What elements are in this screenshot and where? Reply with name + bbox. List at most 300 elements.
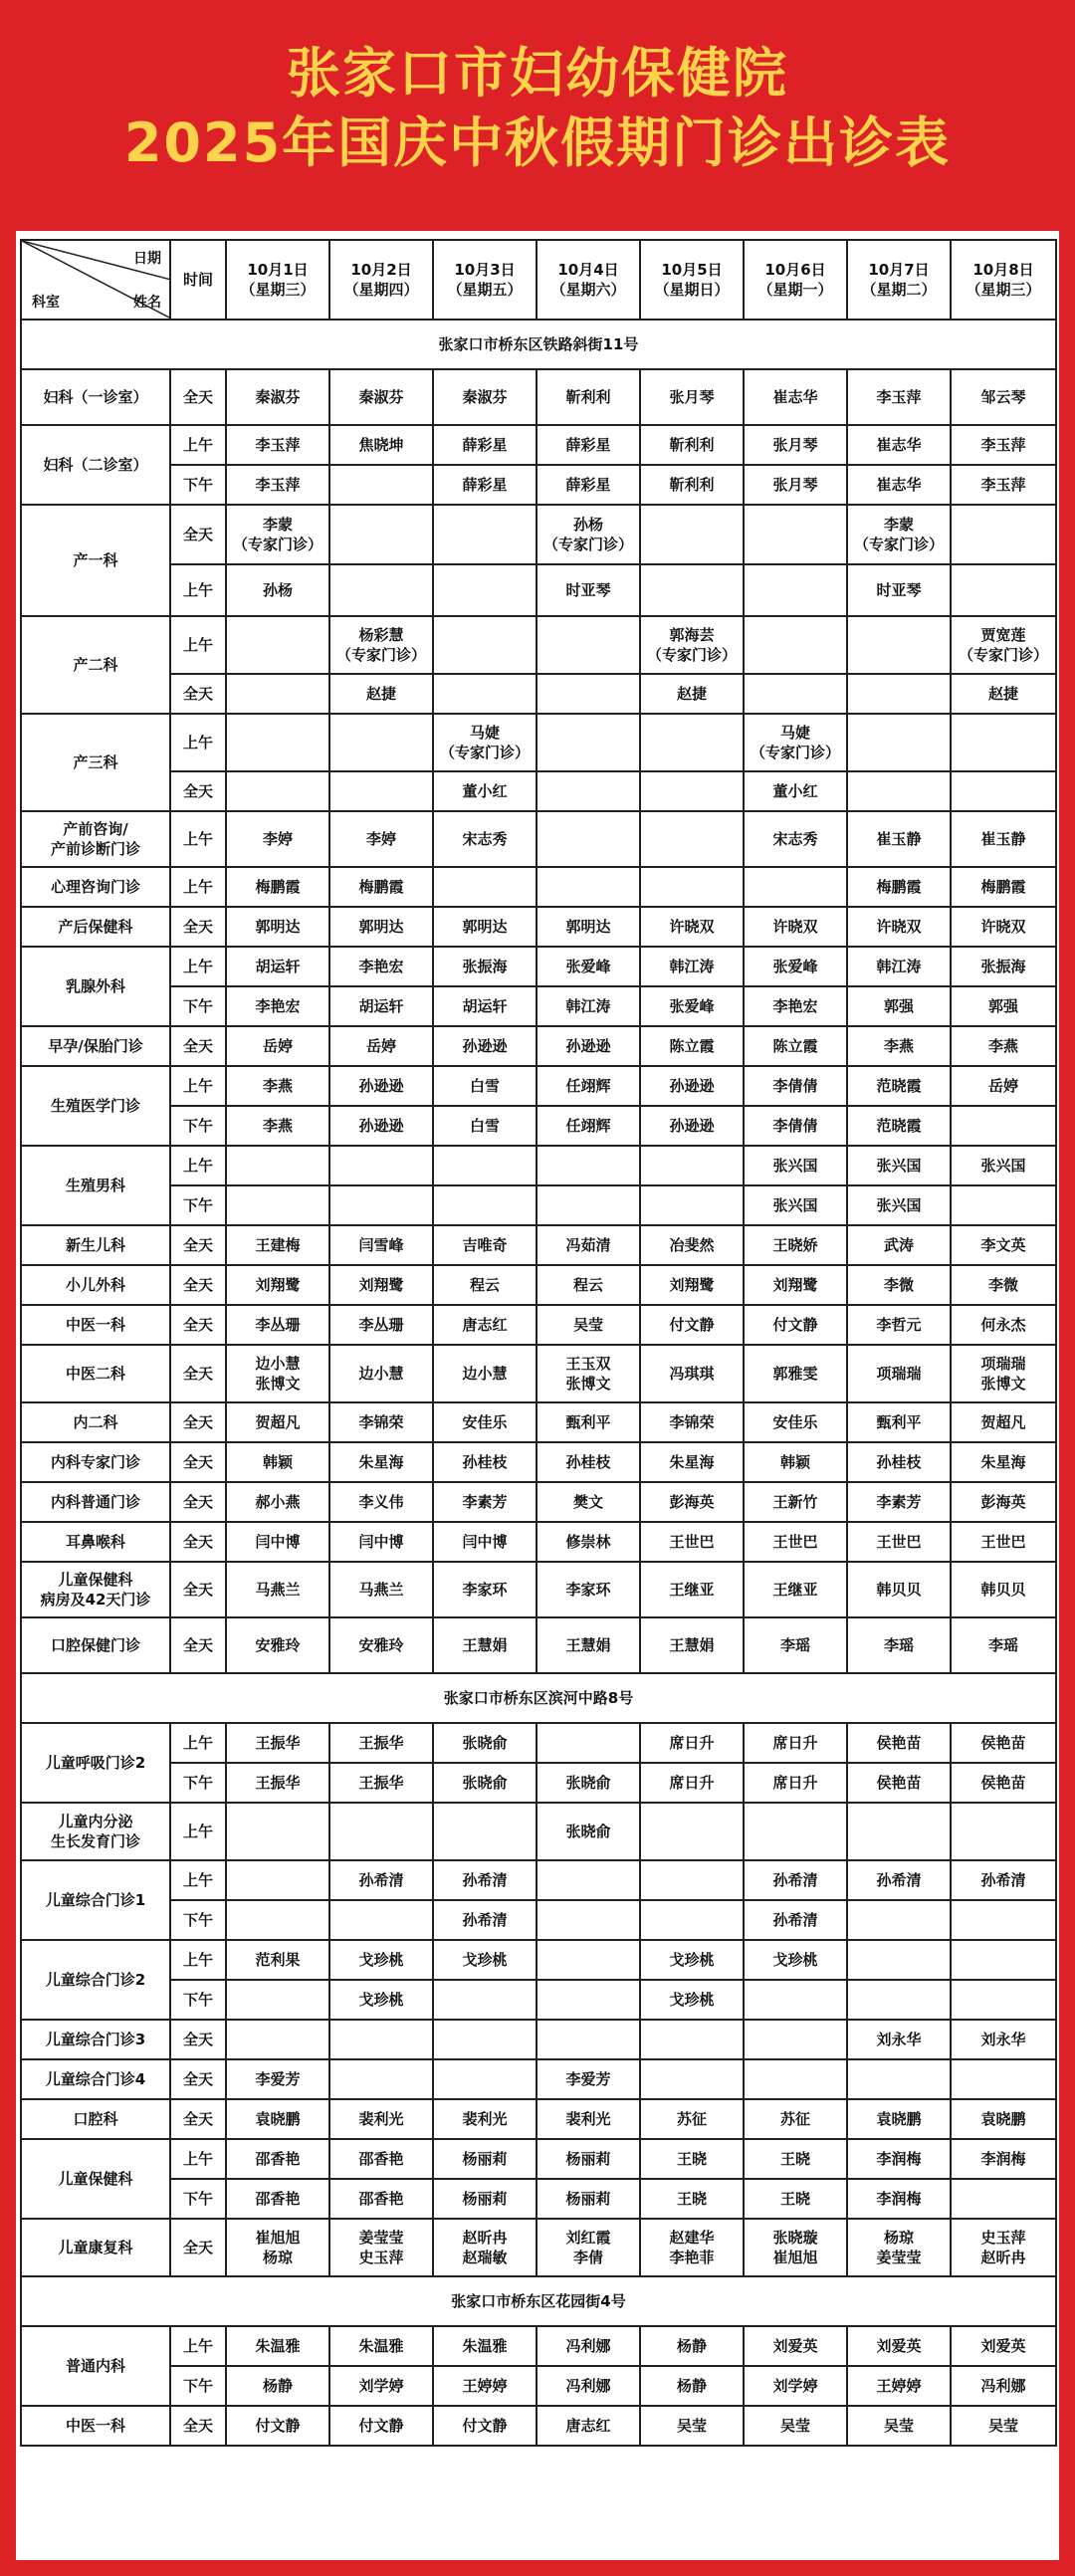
- doctor-cell: 秦淑芬: [329, 369, 433, 425]
- doctor-cell: [226, 771, 329, 811]
- doctor-cell: 崔旭旭 杨琼: [226, 2219, 329, 2276]
- doctor-cell: 孙逊逊: [537, 1026, 640, 1066]
- table-row: [21, 771, 1056, 811]
- doctor-cell: 王继亚: [640, 1562, 744, 1617]
- doctor-cell: 唐志红: [537, 2406, 640, 2446]
- doctor-cell: 李艳宏: [226, 986, 329, 1026]
- doctor-cell: 张振海: [433, 947, 537, 986]
- doctor-cell: 郭海芸 （专家门诊）: [640, 616, 744, 674]
- doctor-cell: 杨琼 姜莹莹: [847, 2219, 951, 2276]
- doctor-cell: 崔志华: [744, 369, 847, 425]
- table-row: [21, 616, 1056, 674]
- doctor-cell: 席日升: [744, 1723, 847, 1763]
- doctor-cell: 马婕 （专家门诊）: [744, 714, 847, 771]
- dept-name: 儿童综合门诊2: [21, 1940, 170, 2020]
- doctor-cell: 张晓俞: [433, 1763, 537, 1803]
- doctor-cell: [640, 867, 744, 907]
- doctor-cell: 王慧娟: [640, 1617, 744, 1673]
- doctor-cell: [433, 505, 537, 564]
- doctor-cell: 崔志华: [847, 465, 951, 505]
- doctor-cell: 宋志秀: [744, 811, 847, 867]
- doctor-cell: 董小红: [744, 771, 847, 811]
- doctor-cell: 李玉萍: [951, 425, 1056, 465]
- dept-name: 儿童综合门诊3: [21, 2020, 170, 2059]
- time-slot: 全天: [170, 1482, 226, 1522]
- doctor-cell: 李家环: [433, 1562, 537, 1617]
- doctor-cell: 王慧娟: [537, 1617, 640, 1673]
- doctor-cell: 付文静: [329, 2406, 433, 2446]
- doctor-cell: 李丛珊: [226, 1305, 329, 1345]
- doctor-cell: 李瑶: [951, 1617, 1056, 1673]
- doctor-cell: 刘爱英: [744, 2326, 847, 2366]
- time-slot: 上午: [170, 616, 226, 674]
- doctor-cell: [226, 1860, 329, 1900]
- doctor-cell: [744, 867, 847, 907]
- time-slot: 上午: [170, 1066, 226, 1106]
- time-slot: 下午: [170, 1106, 226, 1146]
- doctor-cell: 孙桂枝: [847, 1442, 951, 1482]
- doctor-cell: [640, 714, 744, 771]
- doctor-cell: 安雅玲: [226, 1617, 329, 1673]
- table-row: [21, 1442, 1056, 1482]
- doctor-cell: 冯利娜: [951, 2366, 1056, 2406]
- doctor-cell: [537, 1146, 640, 1185]
- doctor-cell: 李燕: [847, 1026, 951, 1066]
- doctor-cell: 侯艳苗: [847, 1763, 951, 1803]
- time-slot: 下午: [170, 986, 226, 1026]
- dept-name: 儿童内分泌 生长发育门诊: [21, 1803, 170, 1860]
- doctor-cell: [537, 1900, 640, 1940]
- time-slot: 上午: [170, 1860, 226, 1900]
- doctor-cell: [951, 2179, 1056, 2219]
- doctor-cell: 王振华: [329, 1763, 433, 1803]
- time-slot: 上午: [170, 714, 226, 771]
- header-date: [744, 240, 847, 320]
- doctor-cell: 裴利光: [537, 2099, 640, 2139]
- doctor-cell: 靳利利: [537, 369, 640, 425]
- doctor-cell: 戈珍桃: [329, 1940, 433, 1980]
- dept-name: 儿童综合门诊4: [21, 2059, 170, 2099]
- doctor-cell: 甄利平: [847, 1402, 951, 1442]
- doctor-cell: 王玉双 张博文: [537, 1345, 640, 1402]
- doctor-cell: [537, 771, 640, 811]
- table-row: [21, 1723, 1056, 1763]
- doctor-cell: 贺超凡: [951, 1402, 1056, 1442]
- doctor-cell: 梅鹏霞: [226, 867, 329, 907]
- weekday-label: （星期日）: [654, 281, 730, 299]
- doctor-cell: 王晓: [640, 2139, 744, 2179]
- table-row: [21, 1562, 1056, 1617]
- doctor-cell: 许晓双: [951, 907, 1056, 947]
- doctor-cell: [433, 1980, 537, 2020]
- doctor-cell: 李润梅: [847, 2139, 951, 2179]
- dept-name: 口腔保健门诊: [21, 1617, 170, 1673]
- doctor-cell: 闫中博: [329, 1522, 433, 1562]
- doctor-cell: [951, 1980, 1056, 2020]
- section-row: [21, 1673, 1056, 1723]
- dept-name: 生殖医学门诊: [21, 1066, 170, 1146]
- doctor-cell: 王晓娇: [744, 1225, 847, 1265]
- time-slot: 上午: [170, 811, 226, 867]
- doctor-cell: 孙希清: [329, 1860, 433, 1900]
- doctor-cell: 薛彩星: [537, 425, 640, 465]
- doctor-cell: 吴莹: [537, 1305, 640, 1345]
- doctor-cell: 李燕: [226, 1066, 329, 1106]
- doctor-cell: [537, 616, 640, 674]
- doctor-cell: 王晓: [744, 2179, 847, 2219]
- doctor-cell: [329, 2059, 433, 2099]
- time-slot: 全天: [170, 1026, 226, 1066]
- doctor-cell: 王振华: [226, 1763, 329, 1803]
- doctor-cell: [847, 674, 951, 714]
- date-label: 10月8日: [972, 261, 1034, 279]
- doctor-cell: [537, 1940, 640, 1980]
- doctor-cell: 王继亚: [744, 1562, 847, 1617]
- table-row: [21, 947, 1056, 986]
- doctor-cell: 李微: [951, 1265, 1056, 1305]
- doctor-cell: 任翊辉: [537, 1106, 640, 1146]
- doctor-cell: [329, 1185, 433, 1225]
- time-slot: 全天: [170, 1345, 226, 1402]
- time-slot: 全天: [170, 2099, 226, 2139]
- doctor-cell: [951, 1803, 1056, 1860]
- time-slot: 全天: [170, 1402, 226, 1442]
- doctor-cell: [433, 2020, 537, 2059]
- doctor-cell: 李素芳: [433, 1482, 537, 1522]
- time-slot: 全天: [170, 1522, 226, 1562]
- doctor-cell: 韩江涛: [847, 947, 951, 986]
- doctor-cell: [226, 1803, 329, 1860]
- date-label: 10月4日: [557, 261, 619, 279]
- doctor-cell: 杨丽莉: [433, 2179, 537, 2219]
- doctor-cell: 安佳乐: [433, 1402, 537, 1442]
- time-slot: 下午: [170, 1763, 226, 1803]
- doctor-cell: 陈立霞: [744, 1026, 847, 1066]
- doctor-cell: [329, 771, 433, 811]
- doctor-cell: [847, 714, 951, 771]
- schedule-table: [20, 239, 1057, 2447]
- doctor-cell: [433, 1185, 537, 1225]
- header-date: [640, 240, 744, 320]
- doctor-cell: 张爱峰: [537, 947, 640, 986]
- date-label: 10月6日: [764, 261, 826, 279]
- doctor-cell: 胡运轩: [329, 986, 433, 1026]
- time-slot: 全天: [170, 771, 226, 811]
- dept-name: 耳鼻喉科: [21, 1522, 170, 1562]
- doctor-cell: 孙杨: [226, 564, 329, 616]
- table-row: [21, 2020, 1056, 2059]
- doctor-cell: [226, 1185, 329, 1225]
- doctor-cell: 杨丽莉: [433, 2139, 537, 2179]
- doctor-cell: 李爱芳: [226, 2059, 329, 2099]
- table-row: [21, 1185, 1056, 1225]
- doctor-cell: 焦晓坤: [329, 425, 433, 465]
- doctor-cell: 许晓双: [640, 907, 744, 947]
- doctor-cell: 赵捷: [951, 674, 1056, 714]
- doctor-cell: 李素芳: [847, 1482, 951, 1522]
- table-row: [21, 1402, 1056, 1442]
- time-slot: 上午: [170, 947, 226, 986]
- doctor-cell: 邵香艳: [226, 2179, 329, 2219]
- doctor-cell: 甄利平: [537, 1402, 640, 1442]
- doctor-cell: [537, 1185, 640, 1225]
- time-slot: 全天: [170, 1305, 226, 1345]
- time-slot: 上午: [170, 2139, 226, 2179]
- doctor-cell: [329, 1900, 433, 1940]
- doctor-cell: 李锦荣: [640, 1402, 744, 1442]
- doctor-cell: 苏征: [640, 2099, 744, 2139]
- dept-name: 产三科: [21, 714, 170, 811]
- doctor-cell: 孙逊逊: [329, 1106, 433, 1146]
- doctor-cell: [640, 1803, 744, 1860]
- doctor-cell: 胡运轩: [226, 947, 329, 986]
- weekday-label: （星期一）: [757, 281, 833, 299]
- doctor-cell: [433, 1803, 537, 1860]
- doctor-cell: 韩颖: [744, 1442, 847, 1482]
- table-row: [21, 505, 1056, 564]
- corner-name-label: 姓名: [133, 295, 161, 311]
- dept-name: 早孕/保胎门诊: [21, 1026, 170, 1066]
- doctor-cell: [951, 771, 1056, 811]
- doctor-cell: 边小慧: [329, 1345, 433, 1402]
- dept-name: 妇科（二诊室）: [21, 425, 170, 505]
- doctor-cell: 马燕兰: [329, 1562, 433, 1617]
- table-row: [21, 564, 1056, 616]
- doctor-cell: 付文静: [744, 1305, 847, 1345]
- doctor-cell: 韩颖: [226, 1442, 329, 1482]
- doctor-cell: 冯利娜: [537, 2326, 640, 2366]
- doctor-cell: 孙希清: [951, 1860, 1056, 1900]
- doctor-cell: 侯艳苗: [951, 1723, 1056, 1763]
- table-row: [21, 1305, 1056, 1345]
- doctor-cell: 许晓双: [744, 907, 847, 947]
- doctor-cell: 李倩倩: [744, 1106, 847, 1146]
- doctor-cell: 贾宽莲 （专家门诊）: [951, 616, 1056, 674]
- time-slot: 全天: [170, 1265, 226, 1305]
- doctor-cell: 侯艳苗: [951, 1763, 1056, 1803]
- doctor-cell: [226, 2020, 329, 2059]
- doctor-cell: [226, 1146, 329, 1185]
- doctor-cell: [951, 564, 1056, 616]
- doctor-cell: 朱星海: [329, 1442, 433, 1482]
- schedule-title: 2025年国庆中秋假期门诊出诊表: [123, 111, 952, 174]
- doctor-cell: 张月琴: [744, 425, 847, 465]
- date-label: 10月5日: [661, 261, 723, 279]
- table-row: [21, 1803, 1056, 1860]
- section-address: 张家口市桥东区铁路斜街11号: [21, 320, 1056, 369]
- doctor-cell: 孙桂枝: [537, 1442, 640, 1482]
- doctor-cell: 李家环: [537, 1562, 640, 1617]
- table-row: [21, 1482, 1056, 1522]
- table-row: [21, 1106, 1056, 1146]
- doctor-cell: 孙逊逊: [329, 1066, 433, 1106]
- table-row: [21, 2366, 1056, 2406]
- doctor-cell: 王建梅: [226, 1225, 329, 1265]
- doctor-cell: 朱温雅: [226, 2326, 329, 2366]
- hospital-title: 张家口市妇幼保健院: [287, 42, 788, 105]
- table-row: [21, 1900, 1056, 1940]
- table-row: [21, 2139, 1056, 2179]
- doctor-cell: 宋志秀: [433, 811, 537, 867]
- doctor-cell: [744, 505, 847, 564]
- doctor-cell: 李哲元: [847, 1305, 951, 1345]
- table-row: [21, 2099, 1056, 2139]
- doctor-cell: [537, 867, 640, 907]
- table-row: [21, 1265, 1056, 1305]
- doctor-cell: 冶斐然: [640, 1225, 744, 1265]
- header-date: [537, 240, 640, 320]
- doctor-cell: 李艳宏: [329, 947, 433, 986]
- doctor-cell: 侯艳苗: [847, 1723, 951, 1763]
- date-label: 10月7日: [868, 261, 930, 279]
- doctor-cell: 郭明达: [537, 907, 640, 947]
- doctor-cell: 李蒙 （专家门诊）: [226, 505, 329, 564]
- doctor-cell: 王婷婷: [433, 2366, 537, 2406]
- doctor-cell: 吴莹: [847, 2406, 951, 2446]
- doctor-cell: 靳利利: [640, 465, 744, 505]
- doctor-cell: [951, 505, 1056, 564]
- time-slot: 全天: [170, 2219, 226, 2276]
- doctor-cell: 何永杰: [951, 1305, 1056, 1345]
- doctor-cell: [226, 616, 329, 674]
- table-row: [21, 425, 1056, 465]
- doctor-cell: [640, 564, 744, 616]
- doctor-cell: 岳婷: [329, 1026, 433, 1066]
- doctor-cell: 杨彩慧 （专家门诊）: [329, 616, 433, 674]
- doctor-cell: [226, 1900, 329, 1940]
- weekday-label: （星期五）: [447, 281, 523, 299]
- doctor-cell: 刘翔鹭: [744, 1265, 847, 1305]
- time-slot: 下午: [170, 1980, 226, 2020]
- header-date: [847, 240, 951, 320]
- doctor-cell: 裴利光: [329, 2099, 433, 2139]
- time-slot: 上午: [170, 867, 226, 907]
- doctor-cell: [744, 674, 847, 714]
- doctor-cell: 张兴国: [744, 1146, 847, 1185]
- table-row: [21, 465, 1056, 505]
- doctor-cell: [951, 1900, 1056, 1940]
- doctor-cell: 赵捷: [329, 674, 433, 714]
- doctor-cell: 郭明达: [329, 907, 433, 947]
- doctor-cell: 彭海英: [640, 1482, 744, 1522]
- doctor-cell: 薛彩星: [537, 465, 640, 505]
- doctor-cell: [537, 1860, 640, 1900]
- doctor-cell: 修崇林: [537, 1522, 640, 1562]
- table-row: [21, 1522, 1056, 1562]
- doctor-cell: 唐志红: [433, 1305, 537, 1345]
- doctor-cell: [640, 1900, 744, 1940]
- doctor-cell: 李婷: [226, 811, 329, 867]
- doctor-cell: 冯茹清: [537, 1225, 640, 1265]
- doctor-cell: 袁晓鹏: [951, 2099, 1056, 2139]
- doctor-cell: [329, 1146, 433, 1185]
- doctor-cell: 李倩倩: [744, 1066, 847, 1106]
- dept-name: 产一科: [21, 505, 170, 616]
- doctor-cell: 安佳乐: [744, 1402, 847, 1442]
- table-row: [21, 1980, 1056, 2020]
- doctor-cell: [951, 1940, 1056, 1980]
- doctor-cell: 李玉萍: [847, 369, 951, 425]
- time-slot: 全天: [170, 505, 226, 564]
- doctor-cell: 韩贝贝: [847, 1562, 951, 1617]
- time-slot: 全天: [170, 369, 226, 425]
- doctor-cell: 刘学婷: [744, 2366, 847, 2406]
- date-label: 10月2日: [350, 261, 412, 279]
- doctor-cell: 李文英: [951, 1225, 1056, 1265]
- doctor-cell: 范晓霞: [847, 1106, 951, 1146]
- doctor-cell: 王世巴: [951, 1522, 1056, 1562]
- doctor-cell: [640, 771, 744, 811]
- doctor-cell: 李瑶: [847, 1617, 951, 1673]
- doctor-cell: [744, 1803, 847, 1860]
- doctor-cell: [744, 2020, 847, 2059]
- doctor-cell: 杨静: [226, 2366, 329, 2406]
- doctor-cell: [433, 1146, 537, 1185]
- header-corner: [21, 240, 170, 320]
- table-row: [21, 1225, 1056, 1265]
- time-slot: 下午: [170, 2179, 226, 2219]
- doctor-cell: 李润梅: [847, 2179, 951, 2219]
- doctor-cell: [951, 1106, 1056, 1146]
- doctor-cell: 李蒙 （专家门诊）: [847, 505, 951, 564]
- doctor-cell: 赵昕冉 赵瑞敏: [433, 2219, 537, 2276]
- doctor-cell: 付文静: [640, 1305, 744, 1345]
- doctor-cell: 薛彩星: [433, 465, 537, 505]
- doctor-cell: 韩贝贝: [951, 1562, 1056, 1617]
- doctor-cell: [640, 1185, 744, 1225]
- header-date: [951, 240, 1056, 320]
- section-row: [21, 320, 1056, 369]
- doctor-cell: 刘翔鹭: [329, 1265, 433, 1305]
- doctor-cell: 刘爱英: [951, 2326, 1056, 2366]
- date-label: 10月3日: [454, 261, 516, 279]
- doctor-cell: 项瑞瑞: [847, 1345, 951, 1402]
- time-slot: 下午: [170, 465, 226, 505]
- doctor-cell: 陈立霞: [640, 1026, 744, 1066]
- doctor-cell: 彭海英: [951, 1482, 1056, 1522]
- table-row: [21, 986, 1056, 1026]
- doctor-cell: 戈珍桃: [329, 1980, 433, 2020]
- doctor-cell: 邹云琴: [951, 369, 1056, 425]
- doctor-cell: [329, 465, 433, 505]
- time-slot: 全天: [170, 2020, 226, 2059]
- doctor-cell: 苏征: [744, 2099, 847, 2139]
- doctor-cell: 戈珍桃: [433, 1940, 537, 1980]
- doctor-cell: [537, 1723, 640, 1763]
- dept-name: 中医一科: [21, 1305, 170, 1345]
- table-row: [21, 1026, 1056, 1066]
- doctor-cell: [537, 1980, 640, 2020]
- doctor-cell: 王新竹: [744, 1482, 847, 1522]
- doctor-cell: 吴莹: [640, 2406, 744, 2446]
- doctor-cell: [847, 1980, 951, 2020]
- doctor-cell: 王世巴: [744, 1522, 847, 1562]
- doctor-cell: 赵捷: [640, 674, 744, 714]
- doctor-cell: 项瑞瑞 张博文: [951, 1345, 1056, 1402]
- doctor-cell: [640, 1146, 744, 1185]
- doctor-cell: 张兴国: [951, 1146, 1056, 1185]
- time-slot: 全天: [170, 1225, 226, 1265]
- doctor-cell: 刘红霞 李倩: [537, 2219, 640, 2276]
- dept-name: 中医一科: [21, 2406, 170, 2446]
- table-row: [21, 1940, 1056, 1980]
- doctor-cell: 张兴国: [847, 1146, 951, 1185]
- doctor-cell: 范利果: [226, 1940, 329, 1980]
- doctor-cell: 袁晓鹏: [847, 2099, 951, 2139]
- doctor-cell: 韩江涛: [537, 986, 640, 1026]
- table-row: [21, 2219, 1056, 2276]
- table-row: [21, 1860, 1056, 1900]
